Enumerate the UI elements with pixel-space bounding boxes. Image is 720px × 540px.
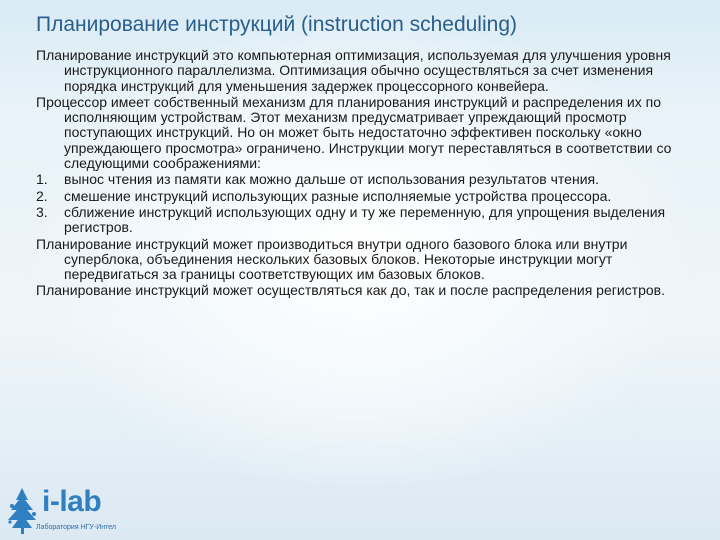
- list-item: [36, 189, 696, 204]
- list-item-number: 3.: [36, 203, 48, 220]
- paragraph-blocks: Планирование инструкций может производиться внутри одного базового блока или внутри суперблока, объединения нескольких базовых блоков. Некоторые инструкции могут передвигаться за границы соответствующих им базовых блоков.: [36, 235, 628, 283]
- ilab-logo: [6, 484, 126, 540]
- paragraph-intro: Планирование инструкций это компьютерная оптимизация, используемая для улучшения уровня инструкционного параллелизма. Оптимизация обычно осуществляться за счет изменения порядка инструкций для уменьшения задержек процессорного конвейера.: [36, 47, 671, 94]
- logo-name: i-lab: [42, 485, 102, 518]
- list-item-text: сближение инструкций использующих одну и ту же переменную, для упрощения выделения регистров.: [64, 203, 666, 236]
- tree-icon: [6, 486, 40, 536]
- paragraph-processor: Процессор имеет собственный механизм для планирования инструкций и распределения их по исполняющим устройствам. Этот механизм предусматривает упреждающий просмотр поступающих инструкций. Но он может быть недостаточно эффективен поскольку «окно упреждающего просмотра» ограничено. Инструкции могут переставляться в соответствии со следующими соображениями:: [36, 93, 672, 172]
- list-item-number: 1.: [36, 171, 48, 188]
- logo-subtitle: Лаборатория НГУ-Интел: [36, 524, 116, 531]
- list-item-text: смешение инструкций использующих разные исполняемые устройства процессора.: [64, 187, 612, 204]
- list-item-text: вынос чтения из памяти как можно дальше от использования результатов чтения.: [64, 171, 599, 188]
- list-item: [36, 205, 696, 236]
- slide-body: [36, 48, 696, 300]
- slide-title: Планирование инструкций (instruction scheduling): [36, 13, 517, 36]
- list-item-number: 2.: [36, 187, 48, 204]
- paragraph-registers: Планирование инструкций может осуществляться как до, так и после распределения регистров.: [36, 282, 665, 299]
- list-item: [36, 172, 696, 187]
